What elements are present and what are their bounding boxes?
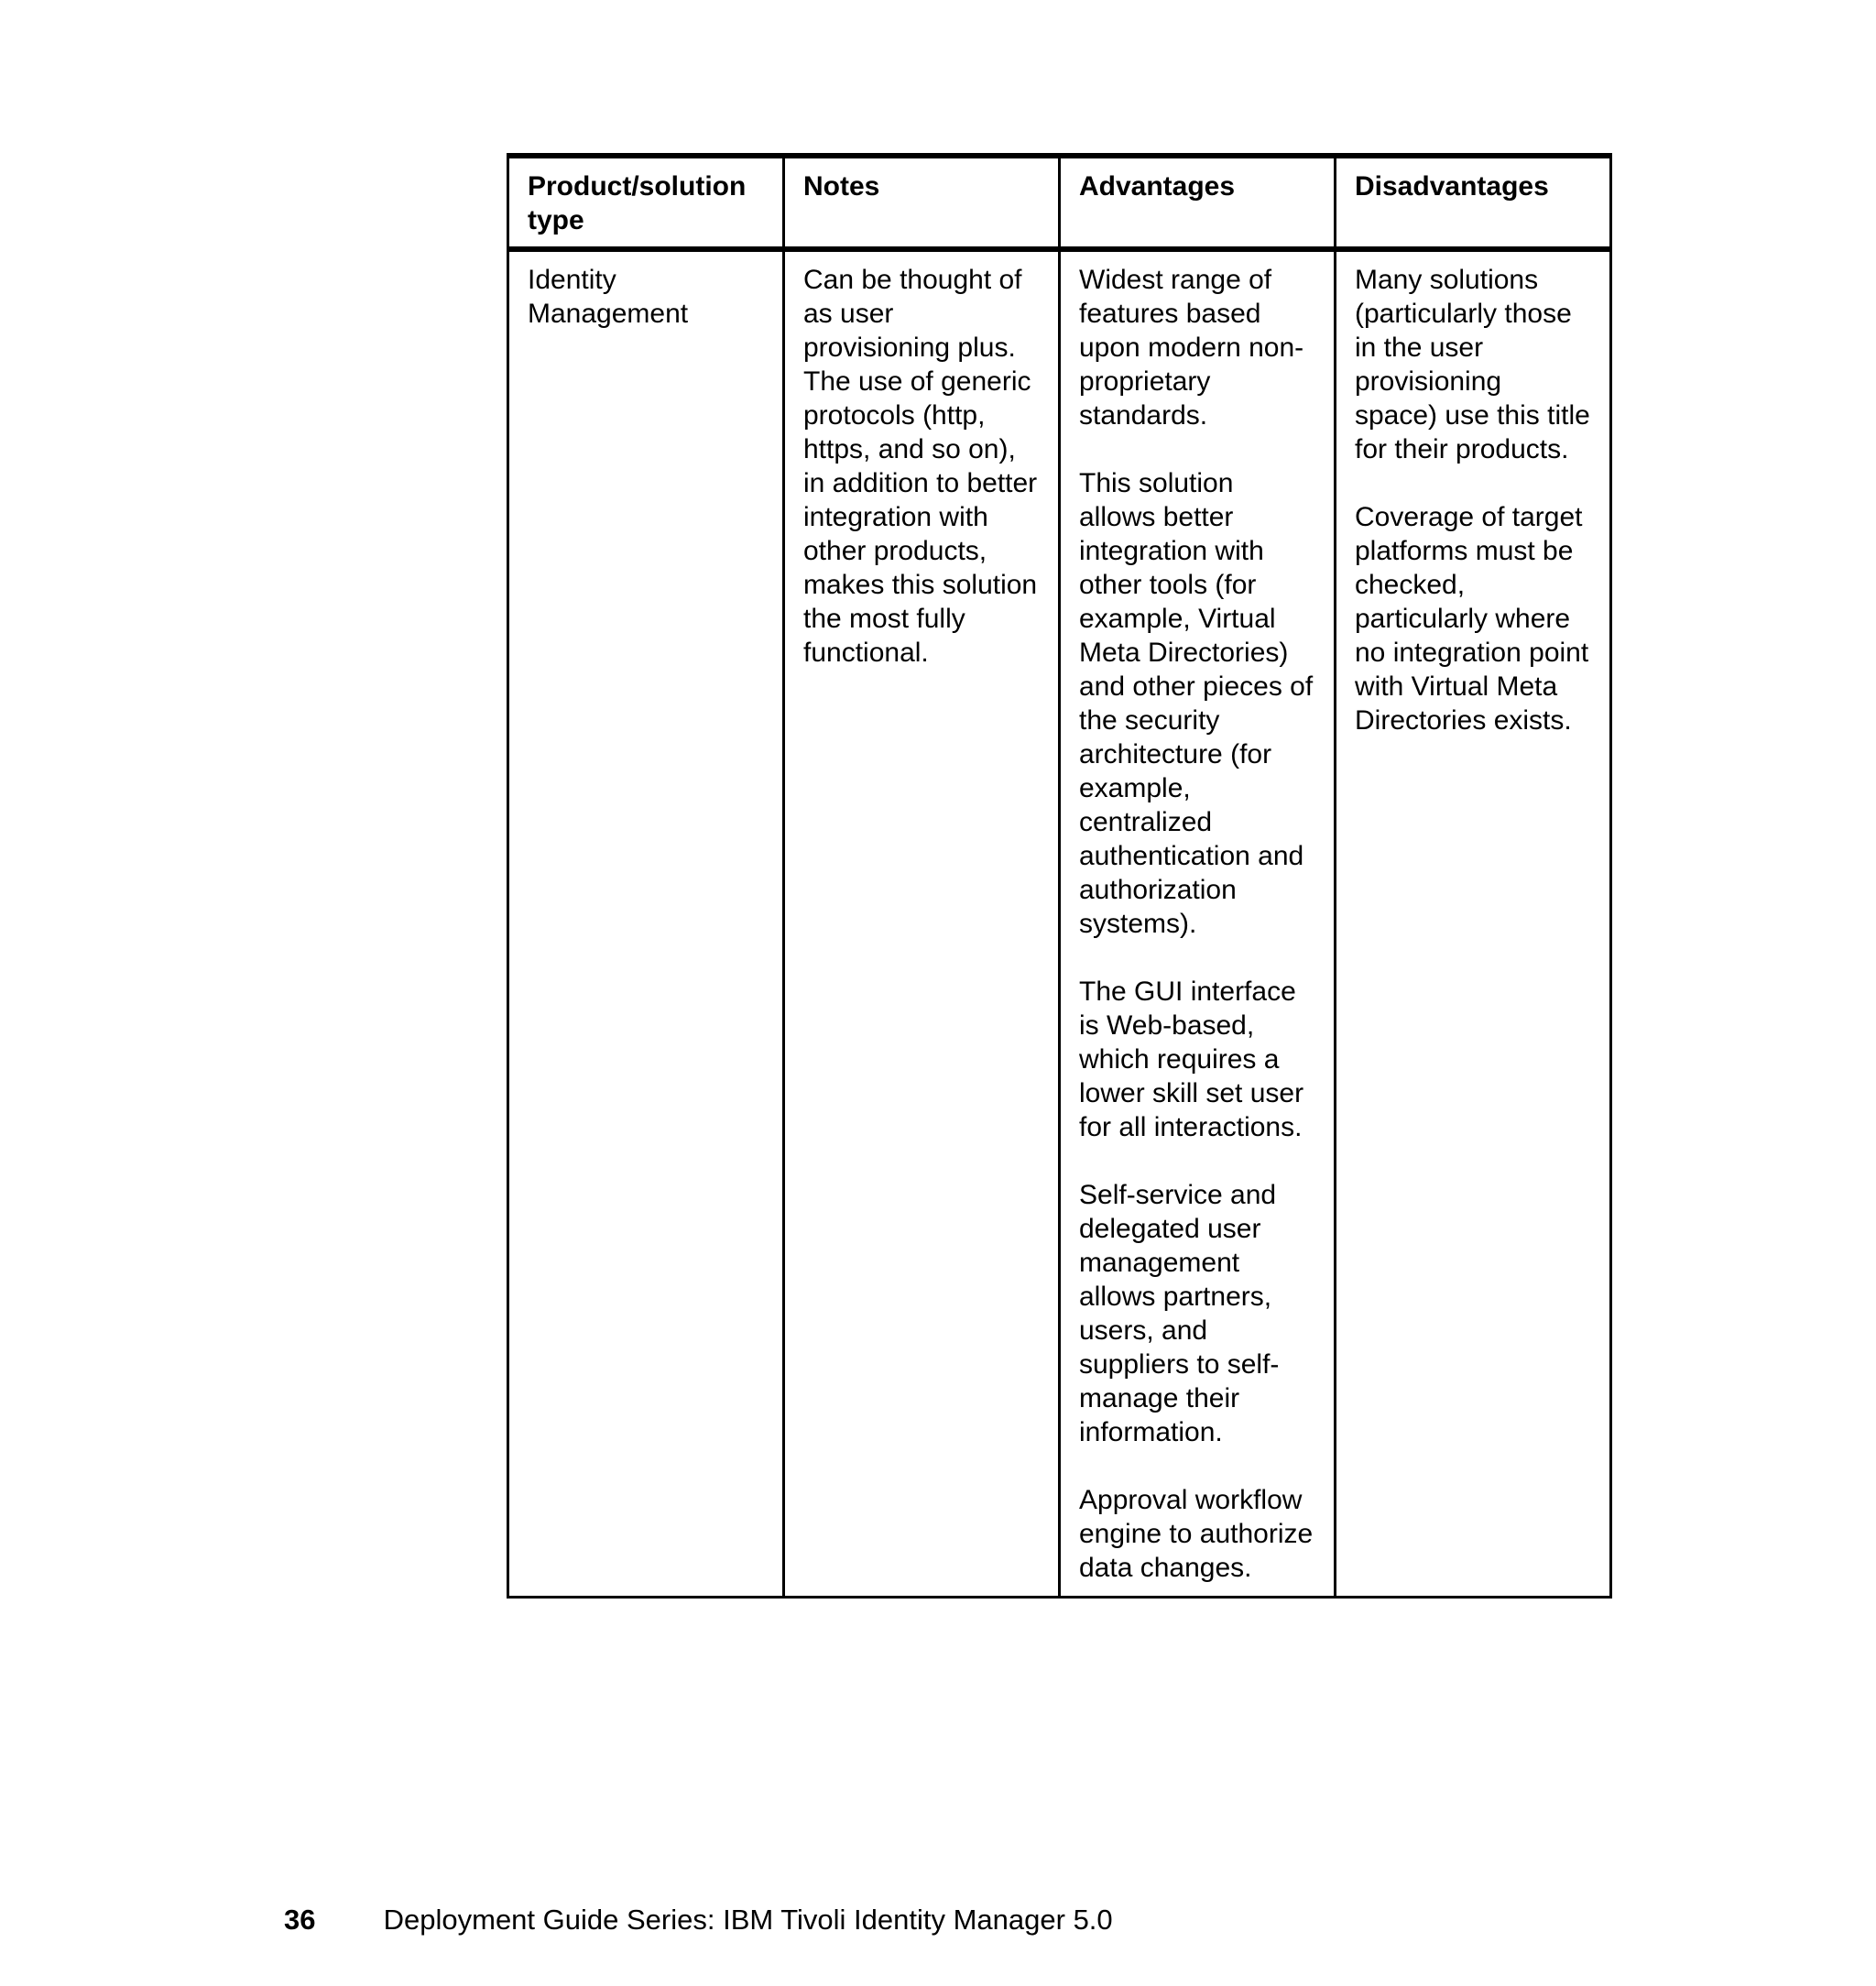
cell-advantages bbox=[1060, 249, 1336, 1598]
header-disadvantages: Disadvantages bbox=[1336, 156, 1611, 249]
advantage-paragraph-1: Widest range of features based upon modern non-proprietary standards. bbox=[1079, 265, 1304, 431]
advantage-paragraph-5: Approval workflow engine to authorize data changes. bbox=[1079, 1485, 1314, 1583]
table-header bbox=[508, 156, 1611, 249]
header-advantages: Advantages bbox=[1060, 156, 1336, 249]
notes-paragraph: Can be thought of as user provisioning plus. The use of generic protocols (http, https, and so on), in addition to better integration with other products, makes this solution the most fully functional. bbox=[803, 265, 1038, 668]
header-notes: Notes bbox=[784, 156, 1060, 249]
disadvantage-paragraph-1: Many solutions (particularly those in the user provisioning space) use this title for their products. bbox=[1355, 265, 1590, 464]
table-header-row bbox=[508, 156, 1611, 249]
product-type-text: Identity Management bbox=[528, 265, 689, 329]
table-row bbox=[508, 249, 1611, 1598]
disadvantage-paragraph-2: Coverage of target platforms must be checked, particularly where no integration point with Virtual Meta Directories exists. bbox=[1355, 502, 1589, 736]
advantage-paragraph-4: Self-service and delegated user management allows partners, users, and suppliers to self-manage their information. bbox=[1079, 1180, 1280, 1447]
page-number: 36 bbox=[284, 1904, 316, 1936]
page-footer bbox=[284, 1904, 1113, 1937]
footer-title: Deployment Guide Series: IBM Tivoli Identity Manager 5.0 bbox=[383, 1904, 1113, 1936]
product-comparison-table bbox=[507, 153, 1612, 1599]
header-product-type: Product/solution type bbox=[508, 156, 784, 249]
cell-notes bbox=[784, 249, 1060, 1598]
cell-product-type bbox=[508, 249, 784, 1598]
advantage-paragraph-3: The GUI interface is Web-based, which requires a lower skill set user for all interactions. bbox=[1079, 977, 1304, 1142]
advantage-paragraph-2: This solution allows better integration with other tools (for example, Virtual Meta Directories) and other pieces of the security architecture (for example, centralized authentication and authorization systems). bbox=[1079, 468, 1314, 939]
table-body bbox=[508, 249, 1611, 1598]
cell-disadvantages bbox=[1336, 249, 1611, 1598]
